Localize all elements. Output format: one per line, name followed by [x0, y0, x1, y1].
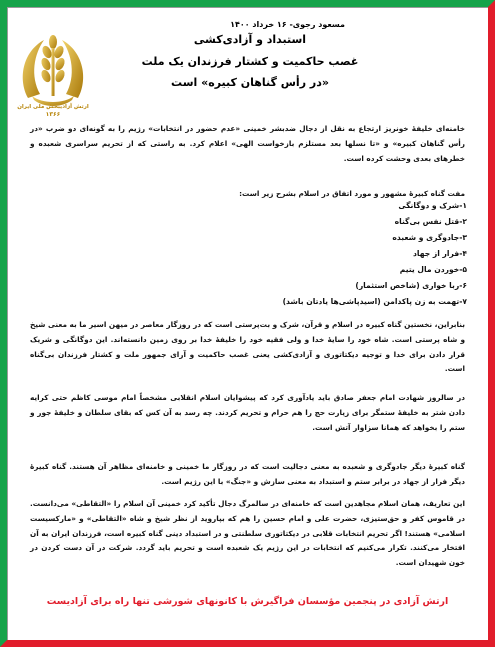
list-item: ۴-فرار از جهاد — [413, 249, 467, 258]
list-item: ۷-تهمت به زن پاکدامن (اسیدپاشی‌ها یادتان باشد) — [282, 297, 467, 306]
list-intro: مفت گناه کبیرهٔ مشهور و مورد اتفاق در اسلام بشرح زیر است: — [239, 189, 465, 198]
paragraph-3: در سالروز شهادت امام جعفر صادق باید یادآوری کرد که پیشوایان اسلام انقلابی مشخصاً امام موسی کاظم حتی کرایه دادن شتر به خلیفهٔ ستمگر برای زیارت حج را هم حرام و تحریم کردند. چه رسد به آن کس که بقای سلطان و خلیفهٔ جور و ستم را بخواهد که همانا سزاوار آتش است. — [30, 393, 465, 432]
sins-list — [283, 198, 467, 310]
list-item: ۱-شرک و دوگانگی — [398, 201, 467, 210]
logo-text: ارتش آزادیبخش ملی ایران — [17, 104, 89, 110]
list-item: ۳-جادوگری و شعبده — [392, 233, 467, 242]
author-date: مسعود رجوی- ۱۶ خرداد ۱۴۰۰ — [230, 20, 345, 29]
title-line-1: استبداد و آزادی‌کشی — [193, 33, 307, 46]
paragraph-5: این تعاریف، همان اسلام مجاهدین است که خامنه‌ای در سالمرگ دجال تأکید کرد خمینی آن اسلام را «التقاطی» می‌دانست. در قاموس کفر و حق‌ستیزی، حضرت علی و امام حسین را هم که بپاروید از نظر شیخ و شاه «التقاطی» و «مارکسیست اسلامی» هستند! اگر تحریم انتخابات قلابی در دیکتاتوری سلطنتی و در استبداد دینی گناه کبیره است، فرزندان ایران به آن افتخار می‌کنند. تکرار می‌کنیم که انتخابات در این رژیم یک شعبده است و تحریم باید گردد. شرکت در آن دست کردن در خون شهیدان است. — [30, 499, 465, 568]
title-line-2: غصب حاکمیت و کشتار فرزندان یک ملت — [141, 55, 359, 68]
title-line-3: «در رأس گناهان کبیره» است — [171, 76, 329, 89]
logo-year: ۱۳۶۶ — [45, 111, 61, 118]
paragraph-2: بنابراین، نخستین گناه کبیره در اسلام و قرآن، شرک و بت‌پرستی است که در روزگار معاصر در میهن اسیر ما به معنی شیخ و شاه پرستی است. شاه خود را سایهٔ خدا و ولی فقیه خود را خلیفهٔ خدا بر روی زمین دانسته‌اند. این دوگانگی و شریک قرار دادن برای خدا و توجیه دیکتاتوری و آزادی‌کشی یعنی غصب حاکمیت و آرای جمهور ملت و کشتار فرزندان بی‌گناه است. — [30, 320, 465, 374]
footer-slogan: ارتش آزادی در پنجمین مؤسسان فراگیرش با کانونهای شورشی تنها راه برای آزادیست — [46, 596, 449, 607]
list-item: ۵-خوردن مال یتیم — [399, 265, 467, 274]
paragraph-1: خامنه‌ای خلیفه‌ٔ خونریز ارتجاع به نقل از دجال ضدبشر خمینی «عدم حضور در انتخابات» رژیم را به گونه‌ای دو ضرب «در رأس گناهان کبیره» و «تا نسلها بعد مستلزم بازخواست الهی» اعلام کرد. به راستی که از تحریم سراسری شعبده و خطرهای بعدی وحشت کرده است. — [30, 124, 465, 163]
list-item: ۶-ربا خواری (شاخص استثمار) — [355, 281, 467, 290]
paragraph-4: گناه کبیرهٔ دیگر جادوگری و شعبده به معنی دجالیت است که در روزگار ما خمینی و خامنه‌ای مظاهر آن هستند. گناه کبیرهٔ دیگر فرار از جهاد در برابر ستم و استبداد به معنی سازش و «جنگ» با این رژیم است. — [30, 462, 465, 486]
list-item: ۲-قتل نفس بی‌گناه — [394, 217, 467, 226]
